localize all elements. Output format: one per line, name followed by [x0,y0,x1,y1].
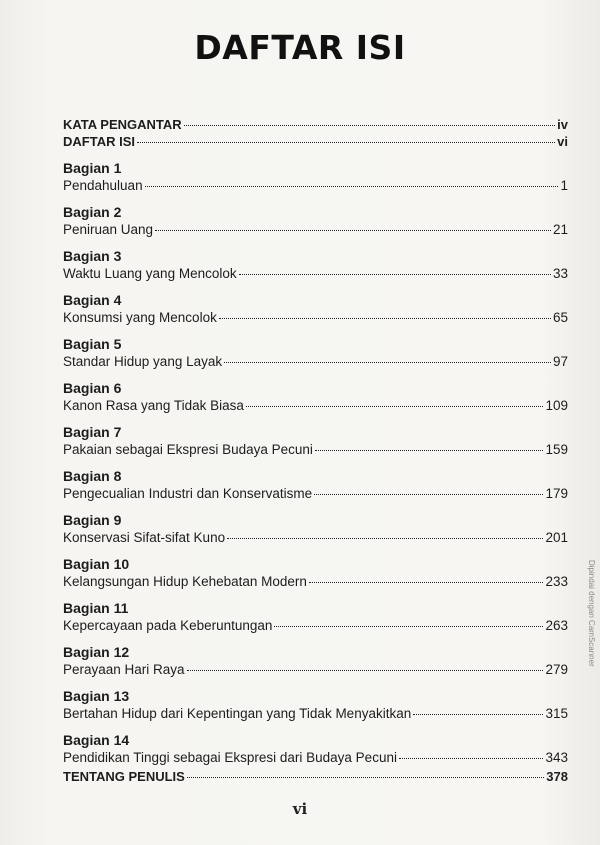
toc-chapter-12[interactable] [63,643,568,678]
toc-chapter-1[interactable] [63,159,568,194]
page-title: DAFTAR ISI [194,28,406,67]
chapter-page: 21 [552,222,568,237]
toc-entry[interactable] [63,749,568,766]
dot-leader [399,758,544,759]
toc-entry-page: 378 [546,769,568,784]
dot-leader [137,142,555,143]
chapter-title: Kepercayaan pada Keberuntungan [63,618,273,633]
chapter-part-label: Bagian 10 [63,556,130,572]
chapter-part-label: Bagian 3 [63,248,122,264]
chapter-part-label: Bagian 14 [63,732,130,748]
toc-chapter-8[interactable] [63,467,568,502]
toc-chapter-10[interactable] [63,555,568,590]
chapter-title: Kanon Rasa yang Tidak Biasa [63,398,244,413]
toc-entry[interactable] [63,485,568,502]
toc-entry[interactable] [63,309,568,326]
chapter-page: 1 [560,178,568,193]
chapter-title: Pengecualian Industri dan Konservatisme [63,486,313,501]
chapter-part-label: Bagian 13 [63,688,130,704]
chapter-page: 159 [545,442,568,457]
dot-leader [315,450,544,451]
chapter-title: Perayaan Hari Raya [63,662,185,677]
chapter-page: 65 [552,310,568,325]
dot-leader [227,538,543,539]
toc-chapter-5[interactable] [63,335,568,370]
chapter-page: 263 [545,618,568,633]
chapter-title: Pakaian sebagai Ekspresi Budaya Pecuni [63,442,313,457]
chapter-part-label: Bagian 7 [63,424,122,440]
dot-leader [187,670,544,671]
toc-entry[interactable] [63,177,568,194]
toc-chapter-13[interactable] [63,687,568,722]
chapter-title: Pendidikan Tinggi sebagai Ekspresi dari Budaya Pecuni [63,750,397,765]
toc-entry[interactable] [63,573,568,590]
chapter-part-label: Bagian 4 [63,292,122,308]
chapter-title: Konsumsi yang Mencolok [63,310,217,325]
toc-entry[interactable] [63,265,568,282]
chapter-page: 109 [545,398,568,413]
toc-entry-label: KATA PENGANTAR [63,117,182,132]
toc-chapter-3[interactable] [63,247,568,282]
dot-leader [314,494,543,495]
toc-entry-page: vi [557,134,568,149]
toc-entry[interactable] [63,661,568,678]
dot-leader [184,125,555,126]
toc-entry[interactable] [63,441,568,458]
chapter-part-label: Bagian 5 [63,336,122,352]
chapter-page: 201 [545,530,568,545]
chapter-title: Bertahan Hidup dari Kepentingan yang Tidak Menyakitkan [63,706,412,721]
dot-leader [155,230,551,231]
chapter-page: 233 [545,574,568,589]
chapter-part-label: Bagian 11 [63,600,129,616]
chapter-page: 279 [545,662,568,677]
chapter-page: 33 [552,266,568,281]
chapter-title: Waktu Luang yang Mencolok [63,266,237,281]
toc-entry-page: iv [557,117,568,132]
toc-entry[interactable] [63,617,568,634]
dot-leader [187,777,544,778]
chapter-page: 97 [552,354,568,369]
dot-leader [274,626,543,627]
toc-entry[interactable] [63,397,568,414]
chapter-title: Pendahuluan [63,178,143,193]
toc-entry-tentang-penulis[interactable] [63,768,568,785]
chapter-part-label: Bagian 8 [63,468,122,484]
toc-entry-label: TENTANG PENULIS [63,769,185,784]
toc-entry[interactable] [63,221,568,238]
chapter-part-label: Bagian 2 [63,204,122,220]
toc-entry-daftar-isi[interactable] [63,133,568,150]
toc-chapter-6[interactable] [63,379,568,414]
toc-chapter-14[interactable] [63,731,568,766]
dot-leader [239,274,551,275]
dot-leader [224,362,551,363]
chapter-title: Peniruan Uang [63,222,154,237]
toc-entry[interactable] [63,705,568,722]
page-number: vi [292,800,308,818]
dot-leader [246,406,544,407]
chapter-page: 315 [545,706,568,721]
toc-entry-label: DAFTAR ISI [63,134,135,149]
chapter-title: Konservasi Sifat-sifat Kuno [63,530,226,545]
chapter-page: 343 [545,750,568,765]
dot-leader [219,318,551,319]
table-of-contents [63,116,568,785]
toc-chapter-4[interactable] [63,291,568,326]
scanner-watermark-text: Dipindai dengan CamScanner [587,560,596,667]
toc-entry[interactable] [63,353,568,370]
chapter-title: Kelangsungan Hidup Kehebatan Modern [63,574,307,589]
chapter-part-label: Bagian 6 [63,380,122,396]
toc-chapter-9[interactable] [63,511,568,546]
toc-chapter-11[interactable] [63,599,568,634]
dot-leader [309,582,544,583]
chapter-part-label: Bagian 9 [63,512,122,528]
chapter-page: 179 [545,486,568,501]
chapter-part-label: Bagian 12 [63,644,130,660]
toc-entry[interactable] [63,529,568,546]
dot-leader [145,186,559,187]
dot-leader [413,714,543,715]
toc-chapter-7[interactable] [63,423,568,458]
chapter-title: Standar Hidup yang Layak [63,354,223,369]
toc-chapter-2[interactable] [63,203,568,238]
chapter-part-label: Bagian 1 [63,160,122,176]
toc-entry-kata-pengantar[interactable] [63,116,568,133]
scanner-watermark [584,560,596,840]
